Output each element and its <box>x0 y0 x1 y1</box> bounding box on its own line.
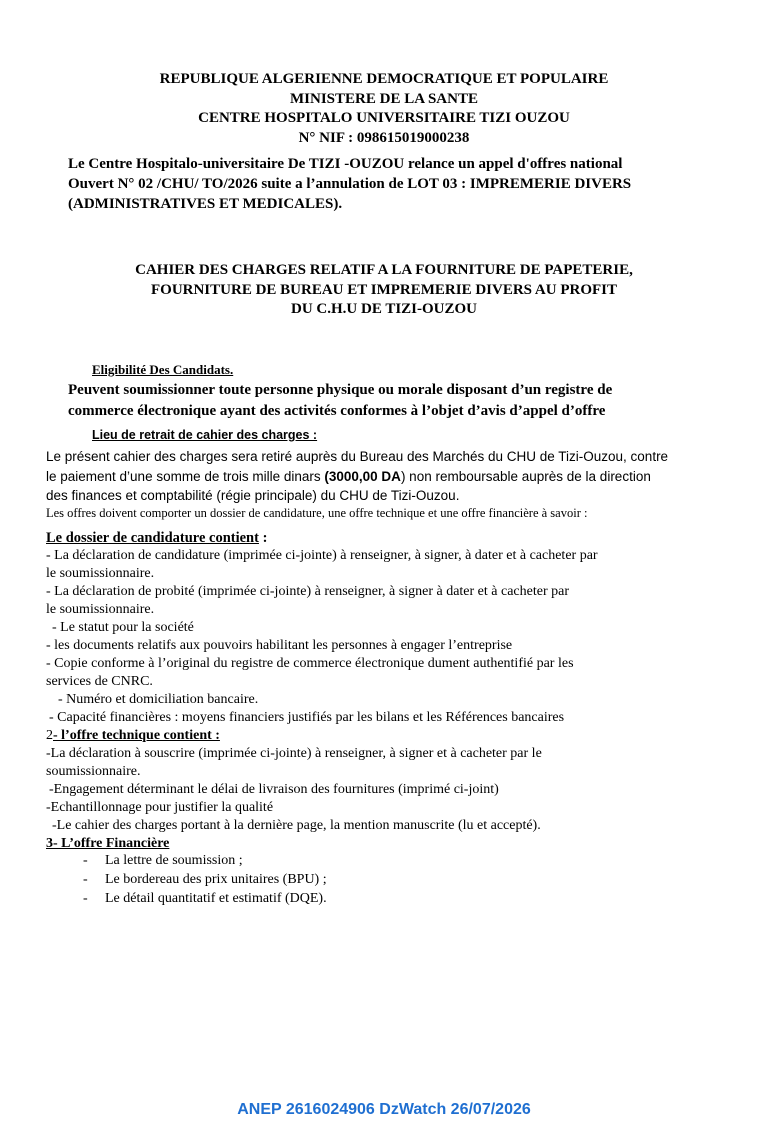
cahier-title-line: CAHIER DES CHARGES RELATIF A LA FOURNITURE DE PAPETERIE, <box>135 262 633 278</box>
list-item: le soumissionnaire. <box>46 602 155 617</box>
retrait-line-part: le paiement d’une somme de trois mille dinars <box>46 468 325 484</box>
header-nif: N° NIF : 098615019000238 <box>298 129 470 146</box>
list-item: - Le statut pour la société <box>52 620 194 635</box>
header-hospital: CENTRE HOSPITALO UNIVERSITAIRE TIZI OUZOU <box>198 110 570 126</box>
list-item: - Numéro et domiciliation bancaire. <box>58 692 259 707</box>
list-item: -La déclaration à souscrire (imprimée ci-jointe) à renseigner, à signer et à cacheter par le <box>46 746 542 761</box>
eligibility-line: commerce électronique ayant des activités conformes à l’objet d’avis d’appel d’offre <box>68 403 606 419</box>
intro-line: Le Centre Hospitalo-universitaire De TIZI -OUZOU relance un appel d'offres national <box>68 156 623 172</box>
list-item: soumissionnaire. <box>46 764 141 779</box>
intro-line: (ADMINISTRATIVES ET MEDICALES). <box>68 196 343 212</box>
list-item: -Echantillonnage pour justifier la qualité <box>46 800 274 815</box>
intro-paragraph <box>68 154 718 214</box>
technique-num: 2 <box>46 728 53 743</box>
footer-reference: ANEP 2616024906 DzWatch 26/07/2026 <box>237 1101 531 1118</box>
cahier-title-line: DU C.H.U DE TIZI-OUZOU <box>291 301 477 317</box>
retrait-amount: (3000,00 DA <box>324 468 401 484</box>
retrait-line-part: ) non remboursable auprès de la direction <box>400 468 651 484</box>
list-item-text: Le détail quantitatif et estimatif (DQE). <box>105 891 327 906</box>
list-item <box>83 889 327 908</box>
dossier-heading <box>46 529 726 547</box>
retrait-line: Le présent cahier des charges sera retiré auprès du Bureau des Marchés du CHU de Tizi-Ouzou, contre <box>46 449 669 464</box>
retrait-heading: Lieu de retrait de cahier des charges : <box>92 428 318 442</box>
list-item-text: La lettre de soumission ; <box>105 853 243 868</box>
bullet-dash: - <box>83 891 88 906</box>
document-header <box>0 70 768 148</box>
header-ministry: MINISTERE DE LA SANTE <box>290 90 478 107</box>
list-item <box>83 851 327 870</box>
intro-line: Ouvert N° 02 /CHU/ TO/2026 suite a l’annulation de LOT 03 : IMPREMERIE DIVERS <box>68 176 632 192</box>
eligibility-text <box>68 380 708 422</box>
retrait-line <box>46 467 716 487</box>
financiere-heading-text: 3- L’offre Financière <box>46 836 170 851</box>
dossier-heading-suffix: : <box>258 530 268 546</box>
technique-heading-text: - l’offre technique contient : <box>53 728 220 743</box>
offres-summary: Les offres doivent comporter un dossier de candidature, une offre technique et une offre financière à savoir : <box>46 506 588 520</box>
list-item <box>83 870 327 889</box>
technique-heading <box>46 727 726 745</box>
list-item: - Copie conforme à l’original du registre de commerce électronique dument authentifié par les <box>46 656 574 671</box>
list-item: -Le cahier des charges portant à la dernière page, la mention manuscrite (lu et accepté). <box>52 818 541 833</box>
financiere-list <box>83 851 327 908</box>
eligibility-line: Peuvent soumissionner toute personne physique ou morale disposant d’un registre de <box>68 382 613 398</box>
bullet-dash: - <box>83 853 88 868</box>
dossier-heading-text: Le dossier de candidature contient <box>46 530 259 546</box>
retrait-text <box>46 447 716 506</box>
eligibility-heading: Eligibilité Des Candidats. <box>92 362 234 377</box>
list-item: -Engagement déterminant le délai de livraison des fournitures (imprimé ci-joint) <box>49 782 499 797</box>
list-item-text: Le bordereau des prix unitaires (BPU) ; <box>105 872 327 887</box>
cahier-title <box>0 261 768 320</box>
list-item: - La déclaration de probité (imprimée ci-jointe) à renseigner, à signer à dater et à cacheter par <box>46 584 569 599</box>
list-item: - les documents relatifs aux pouvoirs habilitant les personnes à engager l’entreprise <box>46 638 513 653</box>
header-republic: REPUBLIQUE ALGERIENNE DEMOCRATIQUE ET POPULAIRE <box>159 71 609 87</box>
list-item: - Capacité financières : moyens financiers justifiés par les bilans et les Références bancaires <box>49 710 565 725</box>
list-item: - La déclaration de candidature (imprimée ci-jointe) à renseigner, à signer, à dater et à cacheter par <box>46 548 598 563</box>
cahier-title-line: FOURNITURE DE BUREAU ET IMPREMERIE DIVERS AU PROFIT <box>150 281 618 298</box>
list-item: services de CNRC. <box>46 674 153 689</box>
bullet-dash: - <box>83 872 88 887</box>
requirements-list <box>46 529 726 853</box>
list-item: le soumissionnaire. <box>46 566 155 581</box>
retrait-line: des finances et comptabilité (régie principale) du CHU de Tizi-Ouzou. <box>46 488 460 503</box>
